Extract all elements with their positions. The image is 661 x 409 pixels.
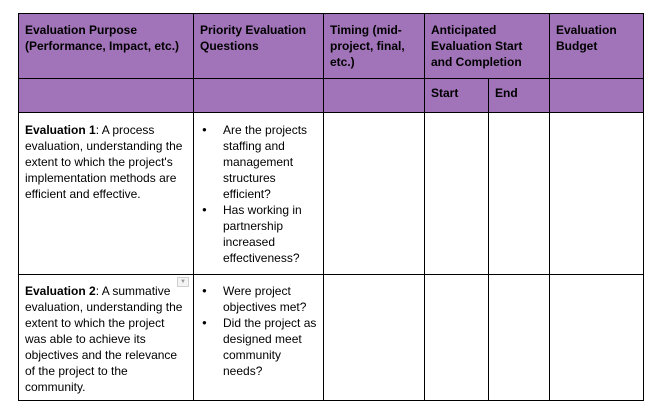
list-item: ● Are the projects staffing and management structures efficient? (200, 122, 317, 202)
end-cell[interactable] (489, 113, 550, 275)
subheader-empty-cell (19, 79, 194, 113)
evaluation-label: Evaluation 1 (25, 123, 96, 137)
questions-list (200, 122, 317, 266)
subheader-empty-cell (194, 79, 324, 113)
subheader-start: Start (425, 79, 489, 113)
start-cell[interactable] (425, 113, 489, 275)
evaluation-plan-table (18, 13, 644, 401)
evaluation-label: Evaluation 2 (25, 284, 96, 298)
questions-list (200, 283, 317, 379)
header-priority-questions: Priority Evaluation Questions (194, 14, 324, 79)
subheader-end: End (489, 79, 550, 113)
header-evaluation-budget: Evaluation Budget (550, 14, 644, 79)
header-row (19, 14, 644, 79)
evaluation-description: : A process evaluation, understanding the extent to which the project's implementation methods are efficient and effective. (25, 123, 183, 201)
budget-cell[interactable] (550, 113, 644, 275)
list-item: ● Were project objectives met? (200, 283, 317, 315)
evaluation-purpose-cell[interactable] (19, 275, 194, 401)
priority-questions-cell[interactable] (194, 275, 324, 401)
subheader-empty-cell (550, 79, 644, 113)
budget-cell[interactable] (550, 275, 644, 401)
header-timing: Timing (mid-project, final, etc.) (324, 14, 425, 79)
list-item: ● Did the project as designed meet community needs? (200, 315, 317, 379)
priority-questions-cell[interactable] (194, 113, 324, 275)
subheader-empty-cell (324, 79, 425, 113)
chevron-down-icon[interactable]: ▼ (177, 277, 189, 287)
end-cell[interactable] (489, 275, 550, 401)
evaluation-description: : A summative evaluation, understanding the extent to which the project was able to achieve its objectives and the relevance of the project to the community. (25, 284, 183, 394)
table-row (19, 275, 644, 401)
subheader-row (19, 79, 644, 113)
evaluation-purpose-cell[interactable] (19, 113, 194, 275)
header-evaluation-purpose: Evaluation Purpose (Performance, Impact, etc.) (19, 14, 194, 79)
timing-cell[interactable] (324, 113, 425, 275)
table-row (19, 113, 644, 275)
timing-cell[interactable] (324, 275, 425, 401)
header-anticipated-start-completion: Anticipated Evaluation Start and Completion (425, 14, 550, 79)
start-cell[interactable] (425, 275, 489, 401)
list-item: ● Has working in partnership increased effectiveness? (200, 202, 317, 266)
